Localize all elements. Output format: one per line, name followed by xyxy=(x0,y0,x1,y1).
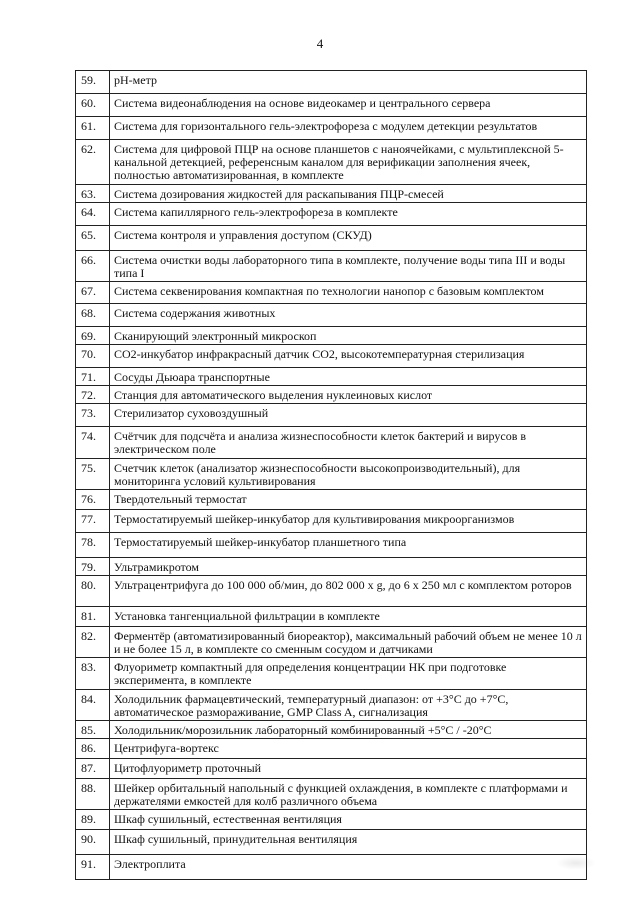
equipment-name: Система очистки воды лабораторного типа в комплекте, получение воды типа III и воды типа I xyxy=(110,251,587,282)
table-row xyxy=(76,386,587,404)
row-number: 84. xyxy=(76,690,110,721)
equipment-name: Сосуды Дьюара транспортные xyxy=(110,368,587,386)
equipment-name: Флуориметр компактный для определения концентрации НК при подготовке эксперимента, в комплекте xyxy=(110,658,587,690)
table-row xyxy=(76,810,587,830)
equipment-name: Холодильник фармацевтический, температурный диапазон: от +3°С до +7°С, автоматическое размораживание, GMP Class A, сигнализация xyxy=(110,690,587,721)
row-number: 83. xyxy=(76,658,110,690)
equipment-name: Ультрацентрифуга до 100 000 об/мин, до 802 000 x g, до 6 x 250 мл с комплектом роторов xyxy=(110,576,587,607)
equipment-name: Шкаф сушильный, принудительная вентиляция xyxy=(110,830,587,855)
row-number: 88. xyxy=(76,779,110,810)
row-number: 75. xyxy=(76,459,110,490)
table-row xyxy=(76,282,587,304)
row-number: 66. xyxy=(76,251,110,282)
row-number: 81. xyxy=(76,607,110,627)
row-number: 74. xyxy=(76,427,110,459)
row-number: 59. xyxy=(76,71,110,94)
table-row xyxy=(76,117,587,140)
equipment-table xyxy=(75,70,587,880)
equipment-name: Станция для автоматического выделения нуклеиновых кислот xyxy=(110,386,587,404)
row-number: 79. xyxy=(76,558,110,576)
equipment-name: Сканирующий электронный микроскоп xyxy=(110,327,587,345)
row-number: 67. xyxy=(76,282,110,304)
row-number: 89. xyxy=(76,810,110,830)
row-number: 90. xyxy=(76,830,110,855)
table-row xyxy=(76,721,587,739)
table-row xyxy=(76,140,587,185)
row-number: 86. xyxy=(76,739,110,759)
table-row xyxy=(76,658,587,690)
row-number: 72. xyxy=(76,386,110,404)
row-number: 70. xyxy=(76,345,110,368)
row-number: 76. xyxy=(76,490,110,510)
row-number: 78. xyxy=(76,533,110,558)
table-row xyxy=(76,558,587,576)
equipment-name: Шейкер орбитальный напольный с функцией охлаждения, в комплекте с платформами и держателями емкостей для колб различного объема xyxy=(110,779,587,810)
equipment-name: Шкаф сушильный, естественная вентиляция xyxy=(110,810,587,830)
table-row xyxy=(76,427,587,459)
equipment-name: CO2-инкубатор инфракрасный датчик CO2, высокотемпературная стерилизация xyxy=(110,345,587,368)
row-number: 64. xyxy=(76,203,110,226)
table-row xyxy=(76,490,587,510)
table-row xyxy=(76,690,587,721)
table-row xyxy=(76,226,587,251)
table-row xyxy=(76,627,587,658)
equipment-name: Система контроля и управления доступом (СКУД) xyxy=(110,226,587,251)
equipment-name: Система содержания животных xyxy=(110,304,587,327)
equipment-name: Термостатируемый шейкер-инкубатор для культивирования микроорганизмов xyxy=(110,510,587,533)
row-number: 87. xyxy=(76,759,110,779)
row-number: 60. xyxy=(76,94,110,117)
equipment-name: Центрифуга-вортекс xyxy=(110,739,587,759)
table-row xyxy=(76,510,587,533)
row-number: 71. xyxy=(76,368,110,386)
equipment-name: Твердотельный термостат xyxy=(110,490,587,510)
equipment-name: Счетчик клеток (анализатор жизнеспособности высокопроизводительный), для мониторинга условий культивирования xyxy=(110,459,587,490)
table-row xyxy=(76,779,587,810)
equipment-name: Система для цифровой ПЦР на основе планшетов с наноячейками, с мультиплексной 5-канальной детекцией, референсным каналом для верификации заполнения ячеек, полностью автоматизированная, в комплекте xyxy=(110,140,587,185)
page-number: 4 xyxy=(316,36,324,51)
table-row xyxy=(76,607,587,627)
row-number: 69. xyxy=(76,327,110,345)
equipment-name: Система для горизонтального гель-электрофореза с модулем детекции результатов xyxy=(110,117,587,140)
equipment-name: Счётчик для подсчёта и анализа жизнеспособности клеток бактерий и вирусов в электрическом поле xyxy=(110,427,587,459)
equipment-name: Система секвенирования компактная по технологии нанопор с базовым комплектом xyxy=(110,282,587,304)
table-row xyxy=(76,459,587,490)
row-number: 91. xyxy=(76,855,110,880)
row-number: 80. xyxy=(76,576,110,607)
table-row xyxy=(76,533,587,558)
table-row xyxy=(76,739,587,759)
table-row xyxy=(76,203,587,226)
table-row xyxy=(76,830,587,855)
row-number: 77. xyxy=(76,510,110,533)
table-row xyxy=(76,71,587,94)
equipment-table-body xyxy=(76,71,587,880)
equipment-name: Электроплита xyxy=(110,855,587,880)
equipment-name: Установка тангенциальной фильтрации в комплекте xyxy=(110,607,587,627)
equipment-name: Ферментёр (автоматизированный биореактор), максимальный рабочий объем не менее 10 л и не более 15 л, в комплекте со сменным сосудом и датчиками xyxy=(110,627,587,658)
table-row xyxy=(76,368,587,386)
table-row xyxy=(76,576,587,607)
equipment-name: Система капиллярного гель-электрофореза в комплекте xyxy=(110,203,587,226)
table-row xyxy=(76,94,587,117)
equipment-name: Система видеонаблюдения на основе видеокамер и центрального сервера xyxy=(110,94,587,117)
row-number: 68. xyxy=(76,304,110,327)
row-number: 82. xyxy=(76,627,110,658)
table-row xyxy=(76,185,587,203)
table-row xyxy=(76,855,587,880)
table-row xyxy=(76,327,587,345)
table-row xyxy=(76,404,587,427)
table-row xyxy=(76,345,587,368)
table-row xyxy=(76,759,587,779)
scan-artifact xyxy=(556,856,596,870)
equipment-name: Стерилизатор суховоздушный xyxy=(110,404,587,427)
equipment-name: pH-метр xyxy=(110,71,587,94)
equipment-name: Холодильник/морозильник лабораторный комбинированный +5°С / -20°С xyxy=(110,721,587,739)
equipment-name: Система дозирования жидкостей для раскапывания ПЦР-смесей xyxy=(110,185,587,203)
row-number: 85. xyxy=(76,721,110,739)
row-number: 63. xyxy=(76,185,110,203)
equipment-name: Цитофлуориметр проточный xyxy=(110,759,587,779)
row-number: 61. xyxy=(76,117,110,140)
row-number: 65. xyxy=(76,226,110,251)
table-row xyxy=(76,304,587,327)
row-number: 62. xyxy=(76,140,110,185)
table-row xyxy=(76,251,587,282)
row-number: 73. xyxy=(76,404,110,427)
equipment-name: Термостатируемый шейкер-инкубатор планшетного типа xyxy=(110,533,587,558)
equipment-name: Ультрамикротом xyxy=(110,558,587,576)
